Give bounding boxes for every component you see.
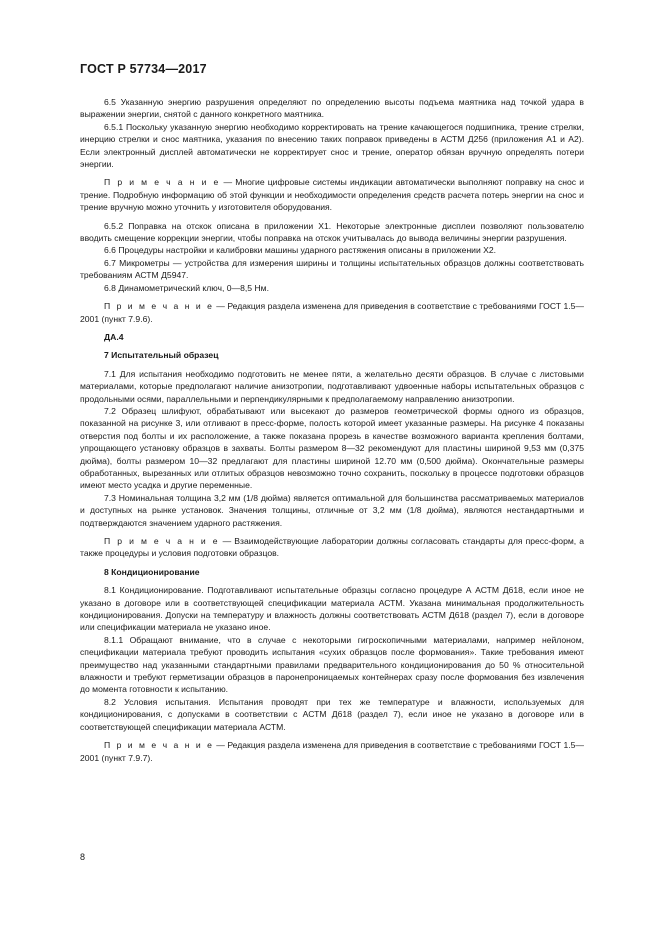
paragraph-6-5-2: 6.5.2 Поправка на отскок описана в приложении Х1. Некоторые электронные дисплеи позволяют пользователю вводить смещение коррекции энергии, чтобы поправка на отскок учитывалась до вывода величины энергии разрушения. (80, 220, 584, 244)
note-lead: П р и м е ч а н и е (104, 177, 221, 188)
section-label-da4: ДА.4 (104, 331, 124, 342)
note-text: — Взаимодействующие лаборатории должны согласовать стандарты для пресс-форм, а также процедуры и условия подготовки образцов. (80, 536, 584, 559)
paragraph-7-2: 7.2 Образец шлифуют, обрабатывают или высекают до размеров геометрической формы одного из образцов, показанной на рисунке 3, или отливают в пресс-форме, полость которой имеет указанные размеры. На рисунке 4 показаны отверстия под болты и их расположение, а также показана прорезь в качестве возможного варианта крепления болтами, упрощающего установку образцов в захваты. Болты размером 8—32 рекомендуют для пластины шириной 9,53 мм (0,375 дюйма), болты размером 10—32 предлагают для пластины шириной 12.70 мм (0,500 дюйма). Окончательные размеры обработанных, вырезанных или отлитых образцов невозможно точно сохранить, поскольку в процессе подготовки образцов имеют место усадка и другие переменные. (80, 405, 584, 491)
note-text: — Редакция раздела изменена для приведения в соответствие с требованиями ГОСТ 1.5—2001 (пункт 7.9.7). (80, 740, 584, 763)
paragraph-8-1-1: 8.1.1 Обращают внимание, что в случае с некоторыми гигроскопичными материалами, например нейлоном, спецификации материала требуют проводить испытания «сухих образцов после формования». Такие требования имеют преимущество над указанными стандартными правилами предварительного кондиционирования до 50 % относительной влажности и требуют герметизации образцов в паронепроницаемых контейнерах сразу после формования без извлечения до момента готовности к испытанию. (80, 634, 584, 695)
document-body (80, 96, 584, 764)
note-lead: П р и м е ч а н и е (104, 740, 214, 751)
note-lead: П р и м е ч а н и е (104, 301, 214, 312)
paragraph-6-5: 6.5 Указанную энергию разрушения определяют по определению высоты подъема маятника над точкой удара в выражении энергии, снятой с данного конкретного маятника. (80, 97, 584, 120)
note-text: — Многие цифровые системы индикации автоматически выполняют поправку на снос и трение. Подробную информацию об этой функции и необходимости определения средств расчета потерь энергии на снос и трение вручную можно уточнить у изготовителя оборудования. (80, 177, 585, 213)
page-number: 8 (80, 852, 86, 862)
paragraph-6-6: 6.6 Процедуры настройки и калибровки машины ударного растяжения описаны в приложении Х2. (104, 245, 497, 256)
paragraph-8-2: 8.2 Условия испытания. Испытания проводят при тех же температуре и влажности, используемых для кондиционирования, с допусками в соответствии с АСТМ Д618 (раздел 7), если иное не указано в договоре или в соответствующей спецификации материала АСТМ. (80, 696, 584, 732)
paragraph-7-3: 7.3 Номинальная толщина 3,2 мм (1/8 дюйма) является оптимальной для большинства рассматриваемых материалов и доступных на рынке установок. Значения толщины, отличные от 3,2 мм (1/8 дюйма), являются нестандартными и подтверждаются значением ударного растяжения. (80, 492, 584, 528)
paragraph-6-8: 6.8 Динамометрический ключ, 0—8,5 Нм. (104, 282, 269, 293)
note-lead: П р и м е ч а н и е (104, 536, 220, 546)
section-heading-8: 8 Кондиционирование (104, 566, 200, 577)
note-paragraph (80, 739, 584, 764)
note-paragraph (80, 176, 584, 213)
section-heading-7: 7 Испытательный образец (104, 350, 219, 361)
paragraph-6-7: 6.7 Микрометры — устройства для измерения ширины и толщины испытательных образцов должны соответствовать требованиям АСТМ Д5947. (80, 257, 584, 281)
standard-header: ГОСТ Р 57734—2017 (80, 62, 207, 76)
paragraph-6-5-1: 6.5.1 Поскольку указанную энергию необходимо корректировать на трение качающегося подшипника, трение стрелки, инерцию стрелки и снос маятника, указания по внесению таких поправок приведены в АСТМ Д256 (приложения А1 и А2). Если электронный дисплей автоматически не корректирует снос и трение, оператор обязан вручную определять потери энергии. (80, 121, 584, 170)
paragraph-7-1: 7.1 Для испытания необходимо подготовить не менее пяти, а желательно десяти образцов. В случае с листовыми материалами, которые предполагают наличие анизотропии, подготавливают удвоенные наборы испытательных образцов с продольными осями, параллельными и перпендикулярными к предполагаемому направлению анизотропии. (80, 368, 584, 404)
note-text: — Редакция раздела изменена для приведения в соответствие с требованиями ГОСТ 1.5—2001 (пункт 7.9.6). (80, 301, 584, 324)
note-paragraph (80, 535, 584, 560)
note-paragraph (80, 300, 584, 325)
paragraph-8-1: 8.1 Кондиционирование. Подготавливают испытательные образцы согласно процедуре А АСТМ Д618, если иное не указано в договоре или в соответствующей спецификации материала АСТМ. Указана минимальная продолжительность кондиционирования. Допуски на температуру и влажность должны соответствовать АСТМ Д618 (раздел 7), если в договоре или спецификации материала не указано иное. (80, 585, 584, 633)
